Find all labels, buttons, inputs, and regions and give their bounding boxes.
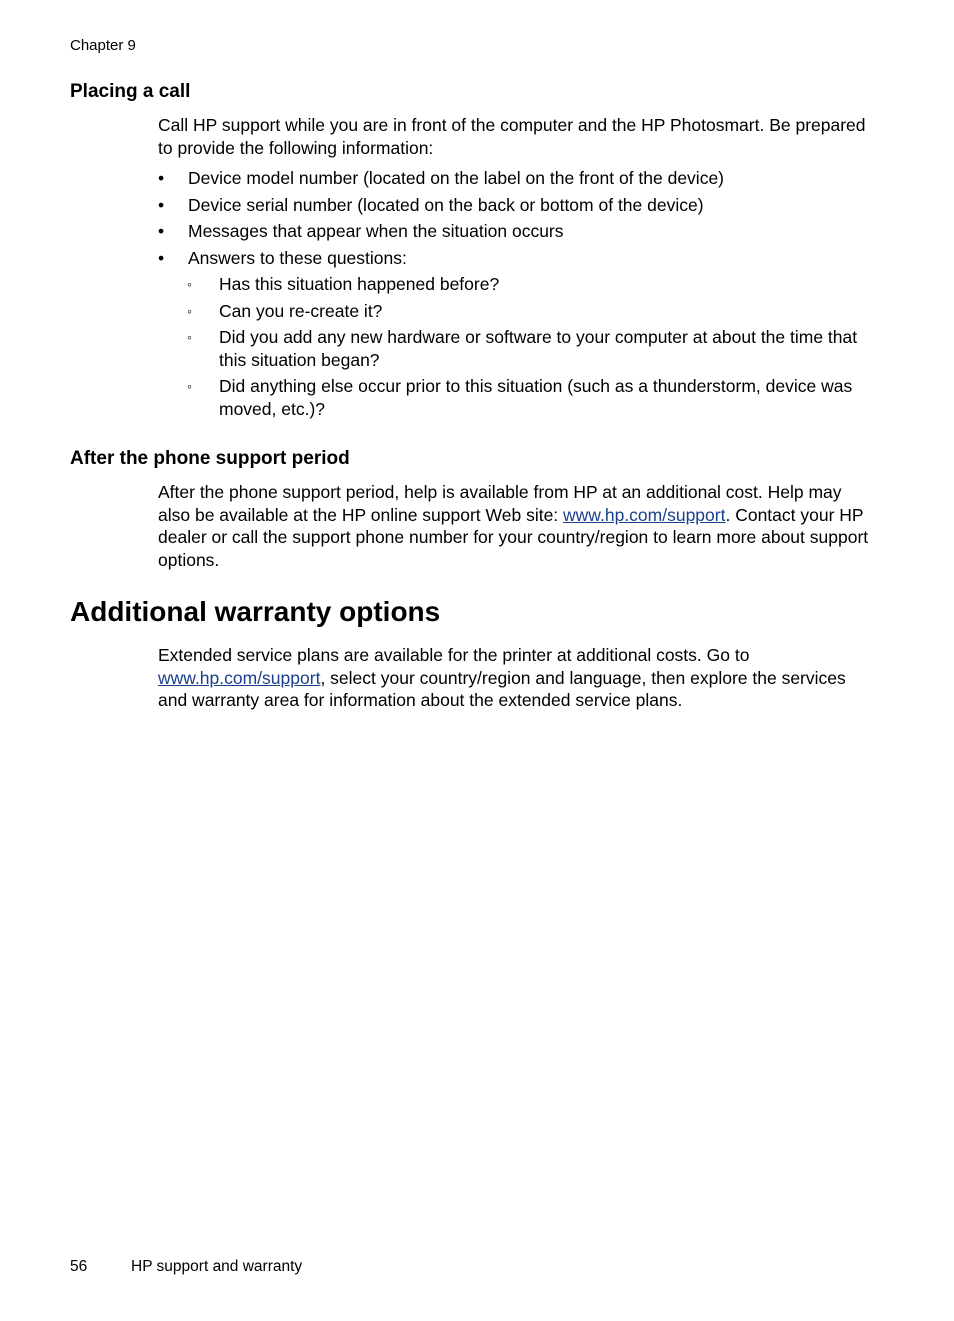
list-item: Messages that appear when the situation occurs: [188, 221, 564, 241]
list-item: Did you add any new hardware or software to your computer at about the time that this situation began?: [219, 327, 858, 370]
after-period-text-1: After the phone support period, help is available from HP at an additional cost. Help may also be available at the HP online support Web site:: [158, 482, 842, 525]
section-heading-after-period: After the phone support period: [70, 448, 350, 469]
list-item: Can you re-create it?: [219, 301, 383, 321]
warranty-text-1: Extended service plans are available for the printer at additional costs. Go to: [158, 645, 750, 665]
list-item: Answers to these questions:: [188, 248, 407, 268]
bullet-marker: •: [158, 221, 165, 241]
warranty-text-2: , select your country/region and language, then explore the services and warranty area for information about the extended service plans.: [158, 667, 846, 710]
warranty-support-link[interactable]: www.hp.com/support: [158, 667, 321, 688]
placing-call-intro: Call HP support while you are in front of the computer and the HP Photosmart. Be prepared to provide the following information:: [158, 115, 866, 158]
list-item: Device serial number (located on the back or bottom of the device): [188, 195, 704, 215]
sub-bullet-marker: ◦: [187, 276, 192, 292]
support-link[interactable]: www.hp.com/support: [563, 504, 726, 525]
page-number: 56: [70, 1258, 88, 1275]
sub-bullet-marker: ◦: [187, 329, 192, 345]
sub-bullet-marker: ◦: [187, 378, 192, 394]
section-heading-placing-call: Placing a call: [70, 81, 191, 102]
bullet-marker: •: [158, 168, 165, 188]
chapter-label: Chapter 9: [70, 37, 136, 54]
after-period-paragraph: [158, 481, 870, 571]
list-item: Has this situation happened before?: [219, 274, 500, 294]
page-heading-warranty: Additional warranty options: [70, 596, 441, 627]
warranty-paragraph: [158, 644, 870, 712]
list-item: Did anything else occur prior to this situation (such as a thunderstorm, device was moved, etc.)?: [219, 376, 853, 419]
bullet-marker: •: [158, 195, 165, 215]
bullet-marker: •: [158, 248, 165, 268]
after-period-text-2: . Contact your HP dealer or call the support phone number for your country/region to learn more about support options.: [158, 504, 869, 570]
sub-bullet-marker: ◦: [187, 303, 192, 319]
footer-section-title: HP support and warranty: [131, 1258, 303, 1275]
list-item: Device model number (located on the label on the front of the device): [188, 168, 725, 188]
